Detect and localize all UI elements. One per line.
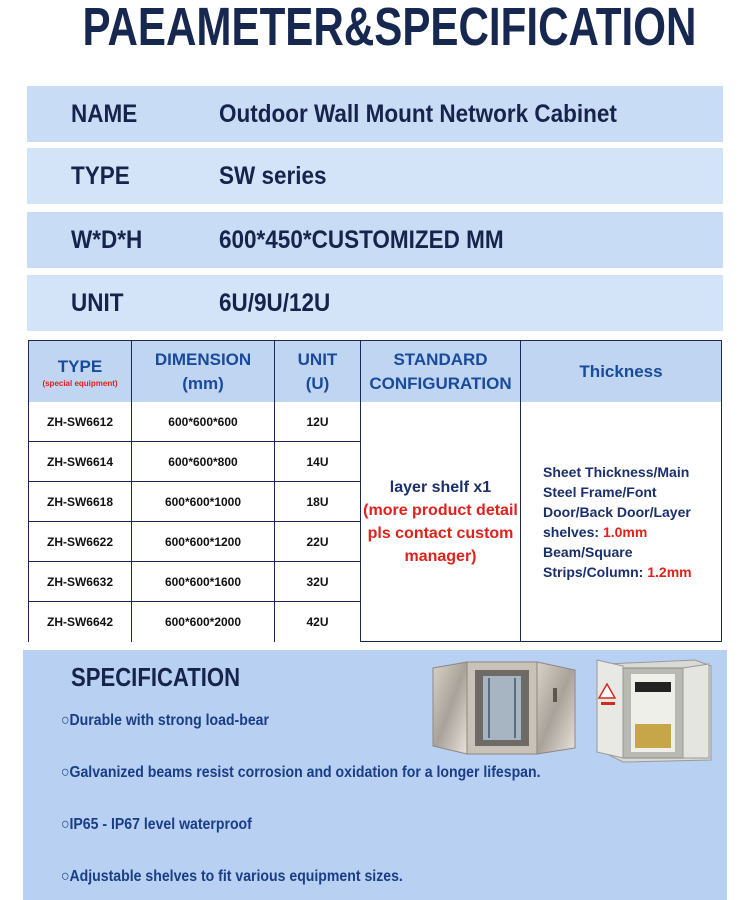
spec-table [28, 340, 722, 642]
header-unit-line2: (U) [305, 373, 330, 393]
thickness-value-2: 1.2mm [647, 563, 692, 580]
header-type-sub: (special equipment) [42, 378, 118, 388]
cell-type: ZH-SW6614 [29, 442, 132, 482]
thickness-value-1: 1.0mm [602, 523, 648, 540]
param-value: Outdoor Wall Mount Network Cabinet [219, 99, 617, 128]
thickness-text-1: Sheet Thickness/Main Steel Frame/Font Door/Back Door/Layer shelves: [543, 463, 691, 540]
header-type [29, 341, 132, 402]
grey-cabinet-image [585, 654, 715, 766]
table-header-row [29, 341, 721, 403]
standard-note: (more product detail pls contact custom manager) [363, 501, 518, 565]
cell-dimension: 600*600*800 [132, 442, 275, 482]
cell-dimension: 600*600*1600 [132, 562, 275, 602]
cell-dimension: 600*600*1200 [132, 522, 275, 562]
param-label: UNIT [71, 288, 124, 317]
header-dimension [132, 341, 275, 402]
header-unit [275, 341, 361, 402]
header-standard-line1: STANDARD [393, 349, 488, 369]
page-title: PAEAMETER&SPECIFICATION [82, 0, 697, 57]
standard-line: layer shelf x1 [389, 478, 492, 496]
param-value: 6U/9U/12U [219, 288, 331, 317]
cell-unit: 12U [275, 402, 361, 442]
stainless-cabinet-image [427, 658, 597, 758]
specification-panel [23, 650, 727, 900]
param-row-name [27, 86, 723, 142]
header-thickness-label: Thickness [579, 361, 663, 381]
cell-dimension: 600*600*600 [132, 402, 275, 442]
cell-dimension: 600*600*1000 [132, 482, 275, 522]
header-unit-line1: UNIT [297, 349, 338, 369]
header-dimension-line2: (mm) [182, 373, 224, 393]
param-row-size [27, 212, 723, 268]
cell-unit: 22U [275, 522, 361, 562]
thickness-cell [521, 402, 721, 641]
cell-type: ZH-SW6622 [29, 522, 132, 562]
header-type-label: TYPE [57, 356, 103, 376]
header-standard-line2: CONFIGURATION [369, 373, 512, 393]
param-value: SW series [219, 161, 327, 190]
cell-unit: 32U [275, 562, 361, 602]
thickness-text-2: Beam/Square Strips/Column: [543, 543, 648, 580]
cell-type: ZH-SW6612 [29, 402, 132, 442]
cell-unit: 18U [275, 482, 361, 522]
header-thickness [521, 341, 721, 402]
standard-configuration-cell [361, 402, 521, 641]
specification-heading: SPECIFICATION [71, 662, 241, 692]
param-label: NAME [71, 99, 138, 128]
param-row-type [27, 148, 723, 204]
param-label: W*D*H [71, 225, 143, 254]
param-label: TYPE [71, 161, 130, 190]
cell-dimension: 600*600*2000 [132, 602, 275, 642]
cell-type: ZH-SW6642 [29, 602, 132, 642]
spec-item: ○Adjustable shelves to fit various equipment sizes. [61, 868, 403, 885]
cell-type: ZH-SW6618 [29, 482, 132, 522]
header-dimension-line1: DIMENSION [154, 349, 252, 369]
spec-item: ○Galvanized beams resist corrosion and oxidation for a longer lifespan. [61, 764, 541, 781]
cell-type: ZH-SW6632 [29, 562, 132, 602]
param-value: 600*450*CUSTOMIZED MM [219, 225, 504, 254]
cell-unit: 42U [275, 602, 361, 642]
header-standard [361, 341, 521, 402]
spec-item: ○Durable with strong load-bear [61, 712, 269, 729]
cell-unit: 14U [275, 442, 361, 482]
spec-item: ○IP65 - IP67 level waterproof [61, 816, 252, 833]
param-row-unit [27, 275, 723, 331]
